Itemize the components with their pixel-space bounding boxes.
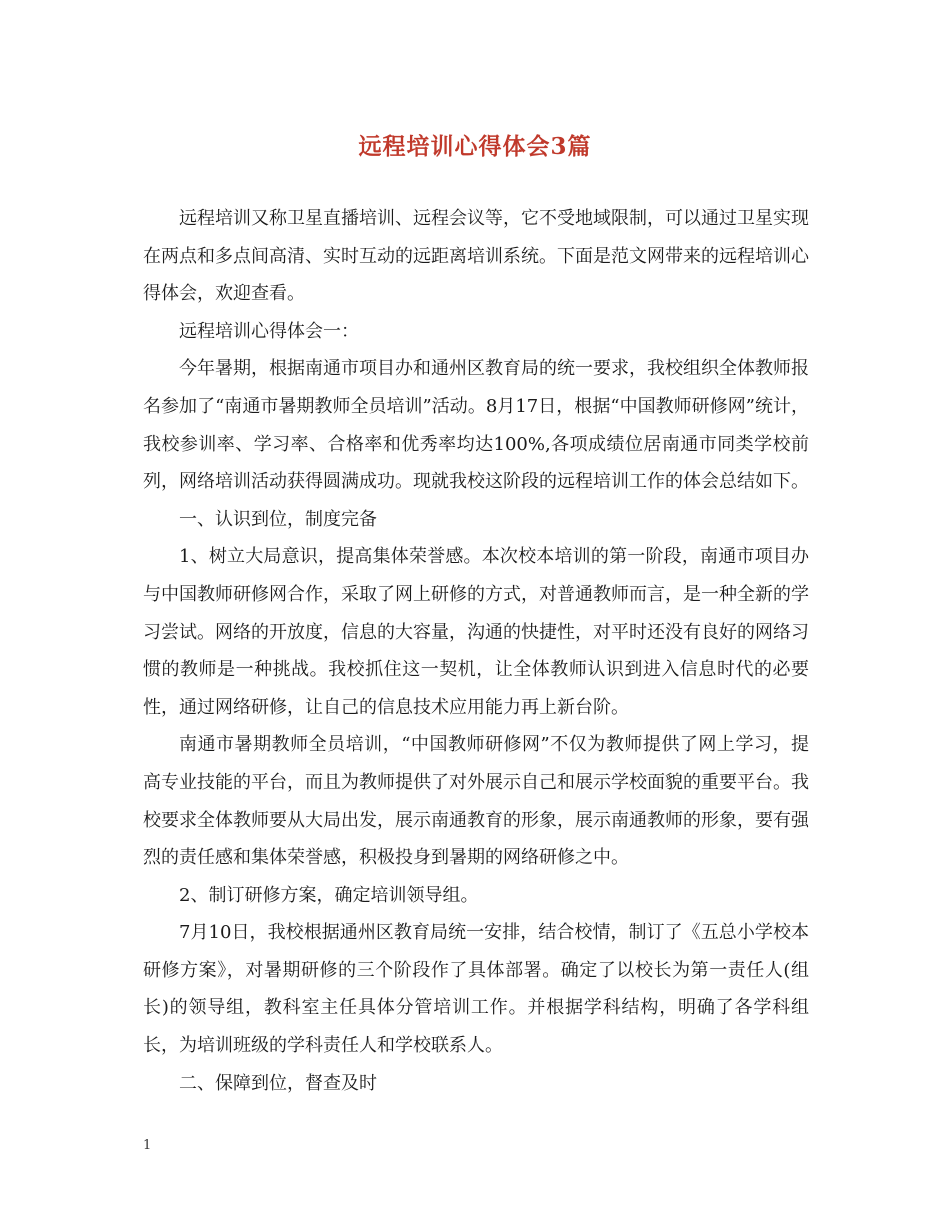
paragraph-subheading: 二、保障到位，督查及时 bbox=[179, 1072, 377, 1094]
paragraph-section-heading: 远程培训心得体会一： bbox=[179, 320, 359, 342]
paragraph: 南通市暑期教师全员培训，“中国教师研修网”不仅为教师提供了网上学习，提高专业技能的平台，而且为教师提供了对外展示自己和展示学校面貌的重要平台。我校要求全体教师要从大局出发，展示南通教育的形象，展示南通教师的形象，要有强烈的责任感和集体荣誉感，积极投身到暑期的网络研修之中。 bbox=[143, 734, 809, 869]
paragraph: 7月10日，我校根据通州区教育局统一安排，结合校情，制订了《五总小学校本研修方案》，对暑期研修的三个阶段作了具体部署。确定了以校长为第一责任人(组长)的领导组，教科室主任具体分管培训工作。并根据学科结构，明确了各学科组长，为培训班级的学科责任人和学校联系人。 bbox=[143, 922, 809, 1057]
paragraph-intro: 远程培训又称卫星直播培训、远程会议等，它不受地域限制，可以通过卫星实现在两点和多点间高清、实时互动的远距离培训系统。下面是范文网带来的远程培训心得体会，欢迎查看。 bbox=[143, 208, 809, 305]
paragraph-subheading: 一、认识到位，制度完备 bbox=[179, 508, 377, 530]
document-title: 远程培训心得体会3篇 bbox=[358, 133, 592, 160]
page-number: 1 bbox=[143, 1138, 152, 1153]
paragraph: 1、树立大局意识，提高集体荣誉感。本次校本培训的第一阶段，南通市项目办与中国教师研修网合作，采取了网上研修的方式，对普通教师而言，是一种全新的学习尝试。网络的开放度，信息的大容量，沟通的快捷性，对平时还没有良好的网络习惯的教师是一种挑战。我校抓住这一契机，让全体教师认识到进入信息时代的必要性，通过网络研修，让自己的信息技术应用能力再上新台阶。 bbox=[143, 546, 809, 718]
document-body bbox=[143, 200, 809, 1102]
paragraph-subheading: 2、制订研修方案，确定培训领导组。 bbox=[179, 884, 479, 906]
paragraph: 今年暑期，根据南通市项目办和通州区教育局的统一要求，我校组织全体教师报名参加了“南通市暑期教师全员培训”活动。8月17日，根据“中国教师研修网”统计，我校参训率、学习率、合格率和优秀率均达100%,各项成绩位居南通市同类学校前列，网络培训活动获得圆满成功。现就我校这阶段的远程培训工作的体会总结如下。 bbox=[143, 358, 809, 493]
